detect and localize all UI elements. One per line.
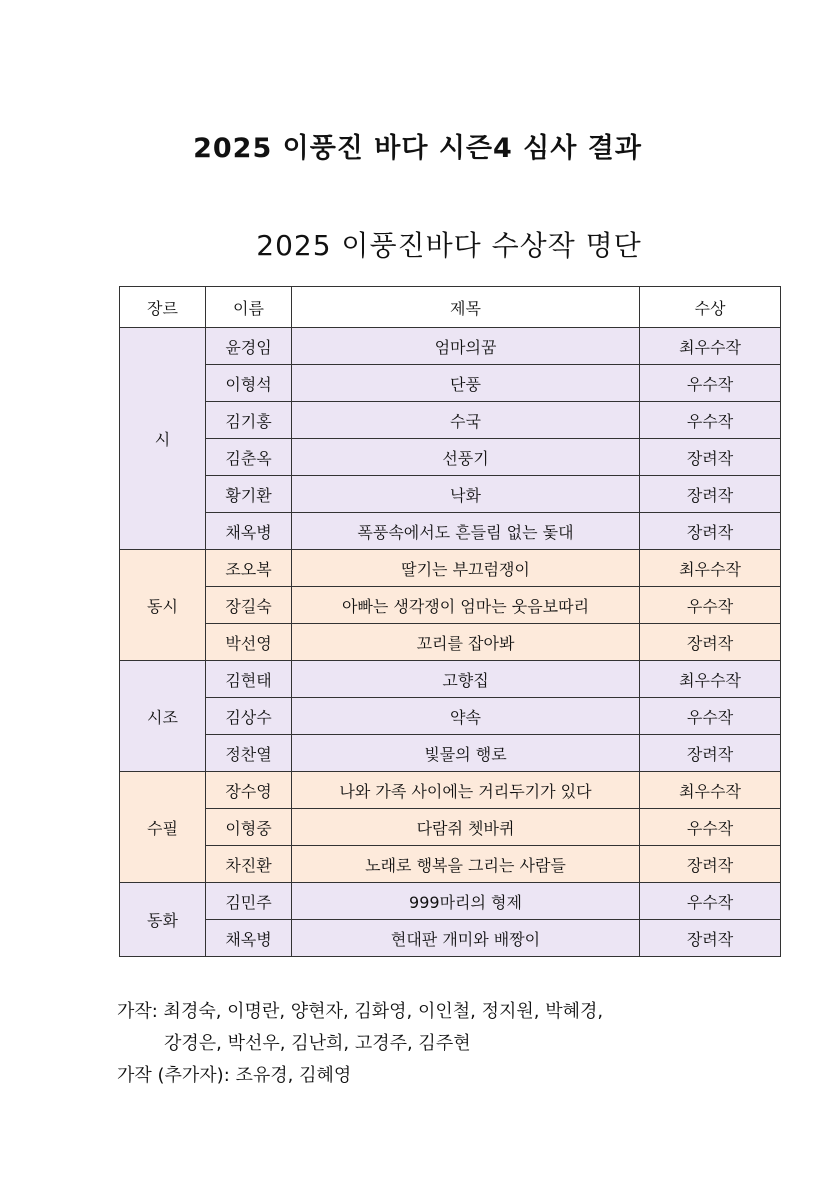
name-cell: 장길숙 (206, 587, 292, 624)
title-cell: 현대판 개미와 배짱이 (292, 920, 640, 957)
title-cell: 딸기는 부끄럼쟁이 (292, 550, 640, 587)
table-row (120, 365, 781, 402)
winners-list-title: 2025 이풍진바다 수상작 명단 (256, 229, 642, 262)
table-row (120, 846, 781, 883)
table-row (120, 772, 781, 809)
title-cell: 빛물의 행로 (292, 735, 640, 772)
table-row (120, 328, 781, 365)
additional-mentions-line: 가작 (추가자): 조유경, 김혜영 (117, 1065, 352, 1086)
header-name: 이름 (206, 287, 292, 328)
header-title: 제목 (292, 287, 640, 328)
award-cell: 우수작 (640, 587, 781, 624)
table-row (120, 624, 781, 661)
award-cell: 최우수작 (640, 328, 781, 365)
award-cell: 장려작 (640, 846, 781, 883)
honorable-mentions (117, 996, 603, 1092)
award-cell: 최우수작 (640, 550, 781, 587)
table-body (120, 328, 781, 957)
award-cell: 장려작 (640, 624, 781, 661)
award-cell: 장려작 (640, 513, 781, 550)
name-cell: 이형중 (206, 809, 292, 846)
name-cell: 차진환 (206, 846, 292, 883)
title-cell: 선풍기 (292, 439, 640, 476)
table-row (120, 513, 781, 550)
award-cell: 우수작 (640, 698, 781, 735)
award-cell: 최우수작 (640, 772, 781, 809)
title-cell: 나와 가족 사이에는 거리두기가 있다 (292, 772, 640, 809)
table-row (120, 735, 781, 772)
genre-cell: 시조 (120, 661, 206, 772)
title-cell: 고향집 (292, 661, 640, 698)
table-row (120, 809, 781, 846)
name-cell: 채옥병 (206, 920, 292, 957)
name-cell: 황기환 (206, 476, 292, 513)
table-row (120, 476, 781, 513)
table-row (120, 587, 781, 624)
table-row (120, 550, 781, 587)
table-row (120, 883, 781, 920)
table-row (120, 661, 781, 698)
title-cell: 엄마의꿈 (292, 328, 640, 365)
title-cell: 단풍 (292, 365, 640, 402)
award-cell: 장려작 (640, 735, 781, 772)
genre-cell: 수필 (120, 772, 206, 883)
name-cell: 이형석 (206, 365, 292, 402)
award-cell: 최우수작 (640, 661, 781, 698)
award-cell: 장려작 (640, 439, 781, 476)
table-header-row (120, 287, 781, 328)
page-title: 2025 이풍진 바다 시즌4 심사 결과 (193, 133, 642, 164)
name-cell: 정찬열 (206, 735, 292, 772)
title-cell: 폭풍속에서도 흔들림 없는 돛대 (292, 513, 640, 550)
name-cell: 조오복 (206, 550, 292, 587)
name-cell: 김춘옥 (206, 439, 292, 476)
name-cell: 장수영 (206, 772, 292, 809)
title-cell: 낙화 (292, 476, 640, 513)
name-cell: 박선영 (206, 624, 292, 661)
name-cell: 김상수 (206, 698, 292, 735)
award-cell: 우수작 (640, 365, 781, 402)
genre-cell: 시 (120, 328, 206, 550)
table-row (120, 698, 781, 735)
awards-table (119, 286, 781, 957)
header-genre: 장르 (120, 287, 206, 328)
name-cell: 채옥병 (206, 513, 292, 550)
table-row (120, 402, 781, 439)
award-cell: 우수작 (640, 402, 781, 439)
title-cell: 노래로 행복을 그리는 사람들 (292, 846, 640, 883)
award-cell: 장려작 (640, 476, 781, 513)
award-cell: 우수작 (640, 883, 781, 920)
title-cell: 수국 (292, 402, 640, 439)
genre-cell: 동시 (120, 550, 206, 661)
honorable-mentions-line: 가작: 최경숙, 이명란, 양현자, 김화영, 이인철, 정지원, 박혜경, (117, 1001, 604, 1022)
award-cell: 장려작 (640, 920, 781, 957)
title-cell: 999마리의 형제 (292, 883, 640, 920)
honorable-mentions-line: 강경은, 박선우, 김난희, 고경주, 김주현 (164, 1033, 471, 1054)
title-cell: 약속 (292, 698, 640, 735)
header-award: 수상 (640, 287, 781, 328)
name-cell: 김민주 (206, 883, 292, 920)
table-row (120, 439, 781, 476)
name-cell: 김현태 (206, 661, 292, 698)
title-cell: 아빠는 생각쟁이 엄마는 웃음보따리 (292, 587, 640, 624)
name-cell: 윤경임 (206, 328, 292, 365)
name-cell: 김기홍 (206, 402, 292, 439)
genre-cell: 동화 (120, 883, 206, 957)
award-cell: 우수작 (640, 809, 781, 846)
title-cell: 다람쥐 쳇바퀴 (292, 809, 640, 846)
table-row (120, 920, 781, 957)
title-cell: 꼬리를 잡아봐 (292, 624, 640, 661)
